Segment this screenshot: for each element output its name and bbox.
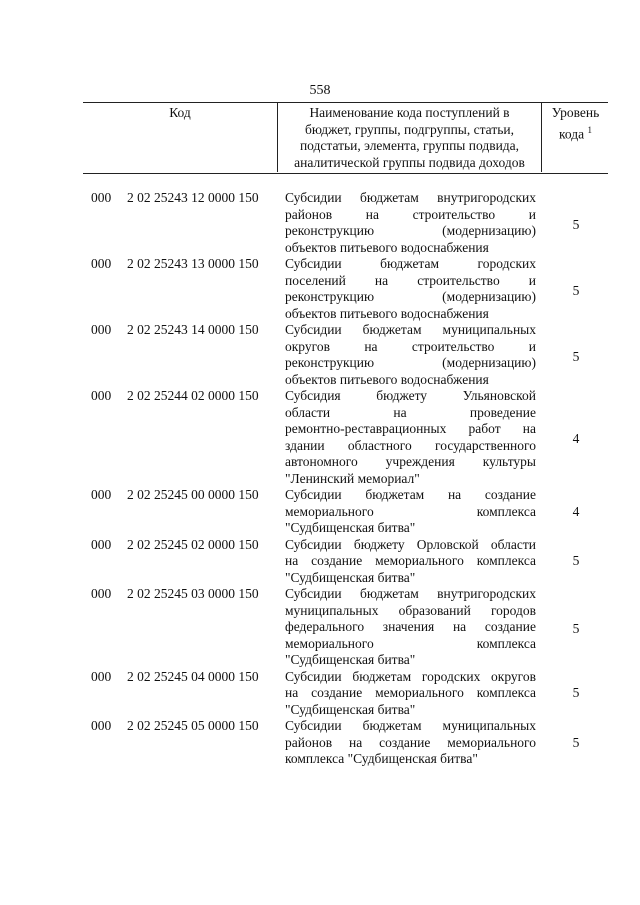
- revenue-code: 2 02 25245 02 0000 150: [127, 536, 259, 552]
- table-row: [0, 322, 640, 388]
- code-level: 4: [572, 503, 580, 519]
- revenue-name-line: округов на строительство и: [285, 338, 536, 354]
- revenue-name-line: объектов питьевого водоснабжения: [285, 239, 489, 255]
- admin-code: 000: [91, 536, 112, 552]
- revenue-code: 2 02 25243 14 0000 150: [127, 322, 259, 337]
- header-level-line2: [543, 122, 608, 143]
- revenue-name-line: Субсидии бюджетам внутригородских: [285, 586, 536, 601]
- header-level-line1: Уровень: [551, 105, 600, 120]
- revenue-name-line: "Судбищенская битва": [285, 520, 416, 535]
- revenue-name-line: федерального значения на создание: [285, 619, 536, 634]
- revenue-name-line: Субсидии бюджетам внутригородских: [285, 190, 536, 205]
- table-row: [0, 718, 640, 768]
- admin-code: 000: [91, 256, 112, 271]
- revenue-name-line: "Судбищенская битва": [285, 569, 416, 585]
- revenue-name-line: Субсидия бюджету Ульяновской: [285, 388, 536, 403]
- revenue-name-line: реконструкцию (модернизацию): [285, 289, 536, 304]
- revenue-name-line: Субсидии бюджетам городских: [285, 256, 536, 271]
- code-level: 5: [572, 553, 580, 568]
- page-number: 558: [309, 83, 331, 98]
- revenue-name-line: "Судбищенская битва": [285, 652, 416, 667]
- table-row: [0, 190, 640, 256]
- revenue-name-line: комплекса "Судбищенская битва": [285, 751, 478, 766]
- code-level: 5: [572, 282, 580, 298]
- code-level: 5: [572, 216, 580, 232]
- revenue-name-line: "Судбищенская битва": [285, 701, 416, 717]
- revenue-name-line: реконструкцию (модернизацию): [285, 355, 536, 370]
- header-name-line: аналитической группы подвида доходов: [294, 154, 525, 170]
- table-row: [0, 487, 640, 537]
- revenue-code: 2 02 25245 04 0000 150: [127, 668, 259, 684]
- revenue-name: [285, 322, 536, 388]
- revenue-name-line: мемориального комплекса: [285, 503, 536, 519]
- revenue-name-line: Субсидии бюджетам муниципальных: [285, 322, 536, 337]
- revenue-name-line: Субсидии бюджетам городских округов: [285, 668, 536, 684]
- revenue-name-line: реконструкцию (модернизацию): [285, 223, 536, 238]
- revenue-code: 2 02 25243 13 0000 150: [127, 256, 259, 271]
- table-body: [0, 190, 640, 768]
- revenue-name-line: Субсидии бюджету Орловской области: [285, 536, 536, 552]
- admin-code: 000: [91, 586, 112, 601]
- admin-code: 000: [91, 190, 112, 205]
- revenue-name: [285, 190, 536, 256]
- table-header: [83, 102, 608, 174]
- code-level: 5: [572, 621, 580, 636]
- revenue-name: [285, 718, 536, 768]
- admin-code: 000: [91, 668, 112, 684]
- revenue-name-line: районов на создание мемориального: [285, 734, 536, 750]
- revenue-code: 2 02 25245 05 0000 150: [127, 718, 259, 733]
- table-row: [0, 586, 640, 669]
- admin-code: 000: [91, 388, 112, 403]
- table-row: [0, 537, 640, 587]
- table-row: [0, 256, 640, 322]
- revenue-code: 2 02 25243 12 0000 150: [127, 190, 259, 205]
- revenue-name-line: здании областного государственного: [285, 437, 536, 453]
- header-name-line: подстатьи, элемента, группы подвида,: [299, 138, 520, 153]
- revenue-name: [285, 669, 536, 719]
- revenue-name-line: объектов питьевого водоснабжения: [285, 371, 489, 387]
- revenue-name-line: мемориального комплекса: [285, 635, 536, 651]
- table-row: [0, 669, 640, 719]
- revenue-code: 2 02 25244 02 0000 150: [127, 388, 259, 403]
- revenue-name: [285, 256, 536, 322]
- revenue-name-line: муниципальных образований городов: [285, 602, 536, 618]
- revenue-name-line: поселений на строительство и: [285, 272, 536, 288]
- revenue-name-line: Субсидии бюджетам на создание: [285, 487, 536, 502]
- header-name: [278, 103, 542, 172]
- revenue-name-line: ремонтно-реставрационных работ на: [285, 421, 536, 436]
- revenue-code: 2 02 25245 00 0000 150: [127, 487, 259, 502]
- code-level: 5: [572, 348, 580, 364]
- admin-code: 000: [91, 487, 112, 502]
- header-code: [83, 103, 278, 172]
- code-level: 5: [572, 685, 580, 700]
- header-level: [543, 103, 608, 143]
- revenue-name-line: "Ленинский мемориал": [285, 470, 420, 486]
- code-level: 4: [572, 431, 580, 447]
- revenue-code: 2 02 25245 03 0000 150: [127, 586, 259, 601]
- table-row: [0, 388, 640, 487]
- revenue-name-line: районов на строительство и: [285, 206, 536, 222]
- header-code-label: Код: [169, 105, 191, 120]
- footnote-marker: 1: [587, 124, 592, 135]
- revenue-name: [285, 586, 536, 669]
- revenue-name-line: Субсидии бюджетам муниципальных: [285, 718, 536, 733]
- revenue-name-line: на создание мемориального комплекса: [285, 553, 536, 568]
- admin-code: 000: [91, 322, 112, 337]
- header-name-line: Наименование кода поступлений в: [309, 105, 510, 120]
- revenue-name: [285, 537, 536, 587]
- revenue-name-line: объектов питьевого водоснабжения: [285, 305, 489, 321]
- revenue-name: [285, 388, 536, 487]
- revenue-name-line: автономного учреждения культуры: [285, 454, 536, 469]
- admin-code: 000: [91, 718, 112, 733]
- header-level-word: кода: [559, 126, 585, 141]
- revenue-name-line: области на проведение: [285, 404, 536, 420]
- revenue-name-line: на создание мемориального комплекса: [285, 685, 536, 700]
- header-name-line: бюджет, группы, подгруппы, статьи,: [305, 121, 514, 137]
- revenue-name: [285, 487, 536, 537]
- code-level: 5: [572, 734, 580, 750]
